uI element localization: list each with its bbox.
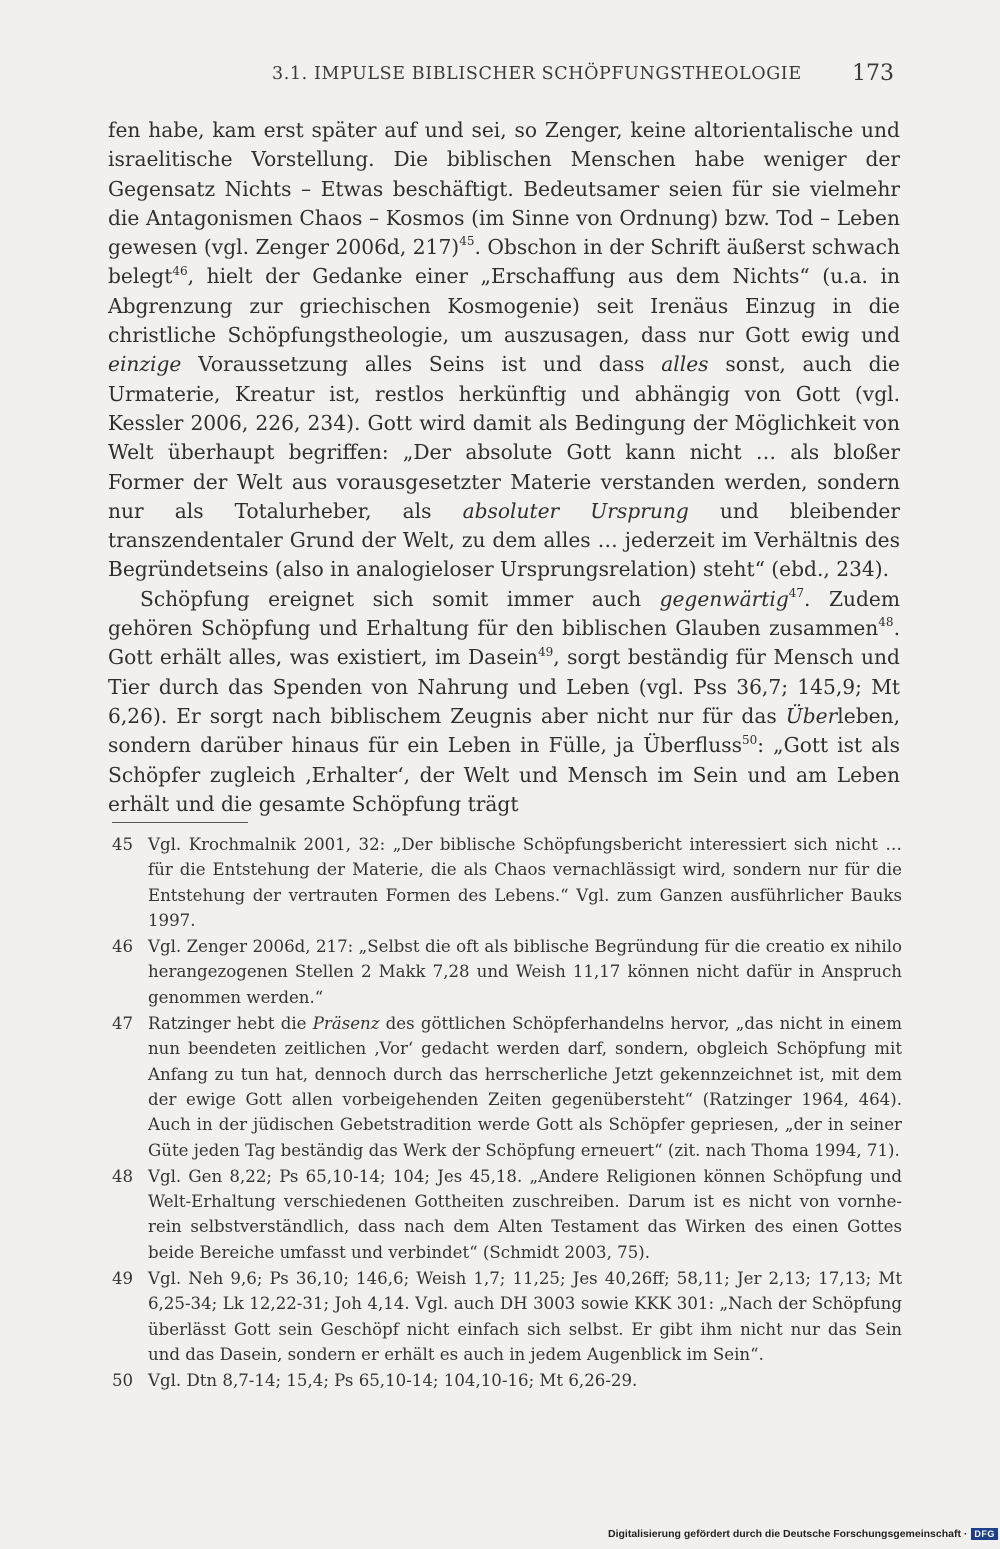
emphasis: einzige bbox=[108, 352, 182, 377]
credit-text: Digitalisierung gefördert durch die Deutsche Forschungsgemeinschaft · bbox=[608, 1528, 968, 1540]
page-header bbox=[0, 61, 1000, 94]
footnote-46 bbox=[112, 934, 902, 1010]
footnote-divider bbox=[112, 822, 248, 823]
footnote-47 bbox=[112, 1011, 902, 1163]
text-run: . Obschon in der Schrift äußerst schwach belegt bbox=[108, 235, 900, 289]
footnote-ref-48[interactable]: 48 bbox=[878, 615, 894, 630]
text-run: : „Gott ist als Schöpfer zugleich ‚Erhalter‘, der Welt und Mensch im Sein und am Leben erhält und die gesamte Schöpfung trägt bbox=[108, 733, 900, 816]
digitization-credit bbox=[608, 1528, 998, 1540]
footnote-number: 48 bbox=[112, 1166, 134, 1186]
footnote-ref-45[interactable]: 45 bbox=[459, 234, 475, 249]
text-run: sonst, auch die Urmaterie, Kreatur ist, restlos herkünftig und abhängig von Gott (vgl. Kessler 2006, 226, 234). Gott wird damit als Bedingung der Möglichkeit von Welt überhaupt begriffen: „Der absolute Gott kann nicht … als bloßer Former der Welt aus vorausgesetzter Materie verstanden werden, sondern nur als Totalurheber, als bbox=[108, 352, 901, 523]
emphasis: alles bbox=[661, 352, 709, 377]
dfg-logo-icon: DFG bbox=[971, 1528, 998, 1540]
text-run: leben, sondern darüber hinaus für ein Leben in Fülle, ja Überfluss bbox=[108, 703, 900, 758]
footnote-text: Vgl. Dtn 8,7-14; 15,4; Ps 65,10-14; 104,10-16; Mt 6,26-29. bbox=[148, 1371, 638, 1391]
main-text bbox=[108, 116, 900, 819]
footnote-number: 49 bbox=[112, 1269, 134, 1289]
text-run: Ratzinger hebt die bbox=[148, 1014, 313, 1034]
text-run: . Gott erhält alles, was existiert, im Dasein bbox=[108, 616, 900, 670]
emphasis: gegenwärtig bbox=[659, 586, 789, 611]
emphasis: Präsenz bbox=[312, 1014, 380, 1034]
footnote-text: Vgl. Neh 9,6; Ps 36,10; 146,6; Weish 1,7; 11,25; Jes 40,26ff; 58,11; Jer 2,13; 17,13; Mt 6,25-34; Lk 12,22-31; Joh 4,14. Vgl. auch DH 3003 sowie KKK 301: „Nach der Schöpfung überlässt Gott sein Geschöpf nicht einfach sich selbst. Er gibt ihm nicht nur das Sein und das Dasein, sondern er erhält es auch in jedem Augenblick im Sein“. bbox=[148, 1269, 902, 1364]
page-number: 173 bbox=[852, 61, 894, 86]
footnote-text: Vgl. Gen 8,22; Ps 65,10-14; 104; Jes 45,18. „Andere Religionen können Schöpfung und Welt-Erhaltung verschiedenen Gottheiten zuschreiben. Darum ist es nicht von vornherein selbstverständlich, dass nach dem Alten Testament das Wirken des einen Gottes beide Bereiche umfasst und verbindet“ (Schmidt 2003, 75). bbox=[148, 1166, 902, 1262]
text-run: Voraussetzung alles Seins ist und dass bbox=[181, 352, 662, 377]
footnote-text: Vgl. Zenger 2006d, 217: „Selbst die oft als biblische Begründung für die creatio ex nihilo herangezogenen Stellen 2 Makk 7,28 und Weish 11,17 können nicht dafür in Anspruch genommen werden.“ bbox=[148, 937, 902, 1007]
emphasis: Über bbox=[785, 703, 838, 728]
footnote-ref-46[interactable]: 46 bbox=[172, 263, 188, 278]
text-run: und bleibender transzendentaler Grund der Welt, zu dem alles … jederzeit im Verhältnis des Begründetseins (also in analogieloser Ursprungsrelation) steht“ (ebd., 234). bbox=[108, 498, 900, 582]
footnote-ref-47[interactable]: 47 bbox=[788, 586, 805, 601]
footnote-number: 45 bbox=[112, 835, 134, 854]
footnote-ref-50[interactable]: 50 bbox=[742, 732, 758, 747]
footnote-50 bbox=[112, 1368, 902, 1393]
text-run: . Zudem gehören Schöpfung und Erhaltung für den biblischen Glauben zusammen bbox=[108, 586, 900, 641]
paragraph-2 bbox=[108, 585, 900, 819]
footnote-45 bbox=[112, 832, 902, 933]
footnote-text: Vgl. Krochmalnik 2001, 32: „Der biblische Schöpfungsbericht interessiert sich nicht … für die Entstehung der Materie, die als Chaos vernachlässigt wird, sondern nur für die Entstehung der vertrauten Formen des Lebens.“ Vgl. zum Ganzen ausführlicher Bauks 1997. bbox=[148, 835, 902, 930]
footnote-ref-49[interactable]: 49 bbox=[537, 644, 554, 659]
text-run: , hielt der Gedanke einer „Erschaffung aus dem Nichts“ (u.a. in Abgrenzung zur griechischen Kosmogenie) seit Irenäus Einzug in die christliche Schöpfungstheologie, um auszusagen, dass nur Gott ewig und bbox=[108, 264, 900, 348]
footnote-48 bbox=[112, 1164, 902, 1265]
running-head: 3.1. IMPULSE BIBLISCHER SCHÖPFUNGSTHEOLOGIE bbox=[272, 64, 802, 84]
text-run: fen habe, kam erst später auf und sei, so Zenger, keine altorientalische und israelitische Vorstellung. Die biblischen Menschen habe weniger der Gegensatz Nichts – Etwas beschäftigt. Bedeutsamer seien für sie vielmehr die Antagonismen Chaos – Kosmos (im Sinne von Ordnung) bzw. Tod – Leben gewesen (vgl. Zenger 2006d, 217) bbox=[108, 118, 900, 260]
text-run: Schöpfung ereignet sich somit immer auch bbox=[140, 586, 660, 611]
footnote-number: 50 bbox=[112, 1371, 134, 1391]
text-run: des göttlichen Schöpferhandelns hervor, „das nicht in einem nun beendeten zeitlichen ‚Vor‘ gedacht werden darf, sondern, obgleich Schöpfung mit Anfang zu tun hat, dennoch durch das herrscherliche Jetzt gekennzeichnet ist, mit dem der ewige Gott allen vorbeigehenden Zeiten gegenübersteht“ (Ratzinger 1964, 464). Auch in der jüdischen Gebetstradition werde Gott als Schöpfer gepriesen, „der in seiner Güte jeden Tag beständig das Werk der Schöpfung erneuert“ (zit. nach Thoma 1994, 71). bbox=[148, 1014, 902, 1160]
text-run: , sorgt beständig für Mensch und Tier durch das Spenden von Nahrung und Leben (vgl. Pss 36,7; 145,9; Mt 6,26). Er sorgt nach biblischem Zeugnis aber nicht nur für das bbox=[108, 645, 900, 728]
emphasis: absoluter Ursprung bbox=[462, 498, 689, 523]
paragraph-1 bbox=[108, 116, 900, 585]
footnote-text bbox=[148, 1014, 902, 1159]
footnotes bbox=[112, 832, 902, 1395]
footnote-number: 47 bbox=[112, 1014, 134, 1034]
footnote-number: 46 bbox=[112, 937, 134, 957]
footnote-49 bbox=[112, 1266, 902, 1367]
